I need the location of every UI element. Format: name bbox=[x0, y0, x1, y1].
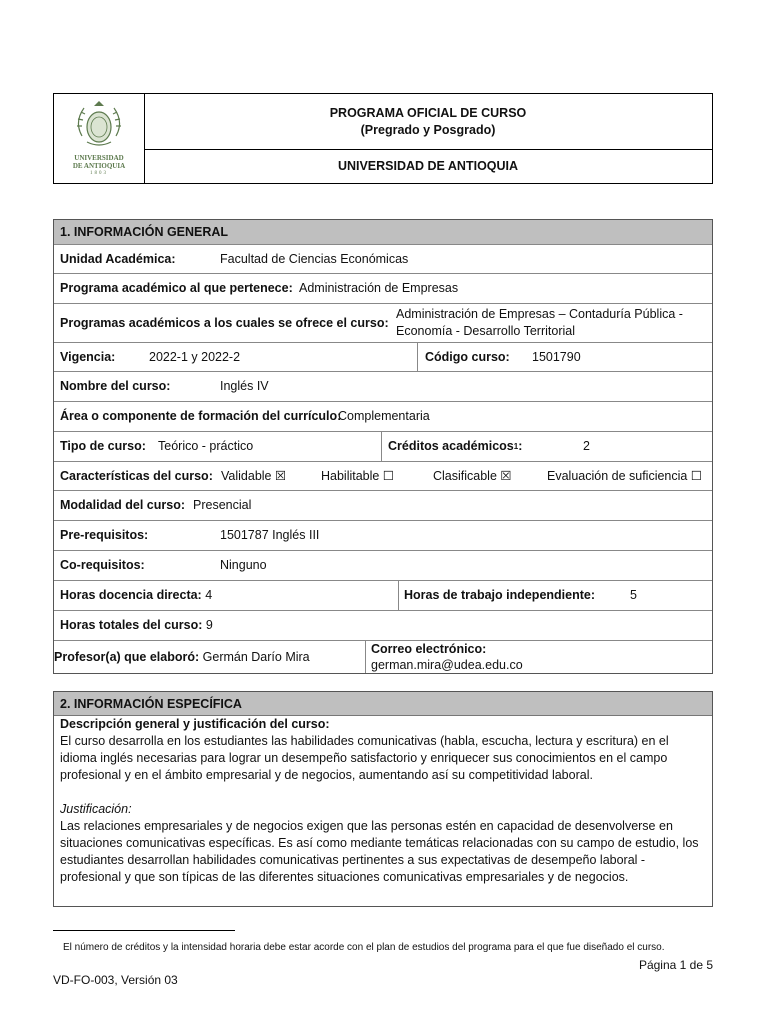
logo-text-3: 1803 bbox=[90, 171, 108, 176]
creditos-label-text: Créditos académicos bbox=[388, 439, 514, 453]
horas-directa bbox=[60, 580, 212, 610]
general-info-table bbox=[53, 219, 713, 674]
section-title: 1. INFORMACIÓN GENERAL bbox=[60, 225, 229, 239]
divider bbox=[381, 431, 382, 461]
logo-text-2: DE ANTIOQUIA bbox=[72, 162, 126, 170]
row-prerequisitos bbox=[54, 520, 712, 551]
prereq-label: Pre-requisitos: bbox=[60, 528, 149, 542]
profesor-value: Germán Darío Mira bbox=[202, 649, 310, 664]
tipo-label: Tipo de curso: bbox=[60, 439, 146, 453]
section-heading-specific bbox=[54, 692, 712, 716]
divider bbox=[398, 580, 399, 610]
nombre-value: Inglés IV bbox=[220, 379, 269, 393]
vigencia-label: Vigencia: bbox=[60, 349, 116, 364]
row-horas-totales bbox=[54, 610, 712, 641]
specific-content bbox=[60, 716, 704, 886]
row-tipo bbox=[54, 431, 712, 462]
horas-indep-label: Horas de trabajo independiente: bbox=[404, 588, 596, 602]
footnote-marker: 1 bbox=[513, 441, 519, 451]
row-modalidad bbox=[54, 490, 712, 521]
horas-totales-label: Horas totales del curso: bbox=[60, 618, 203, 632]
description-label: Descripción general y justificación del curso: bbox=[60, 717, 330, 731]
creditos-colon: : bbox=[518, 439, 523, 453]
row-programas bbox=[54, 303, 712, 343]
modalidad-label: Modalidad del curso: bbox=[60, 498, 186, 512]
unidad-value: Facultad de Ciencias Económicas bbox=[220, 251, 409, 266]
codigo-label: Código curso: bbox=[425, 349, 510, 364]
codigo-value: 1501790 bbox=[532, 349, 581, 364]
creditos-label bbox=[388, 431, 522, 461]
form-code: VD-FO-003, Versión 03 bbox=[53, 973, 178, 987]
programas-value-line-1: Administración de Empresas – Contaduría Pública - bbox=[396, 306, 683, 321]
programas-value-line-2: Economía - Desarrollo Territorial bbox=[396, 323, 575, 338]
programa-label: Programa académico al que pertenece: bbox=[60, 281, 293, 295]
correo bbox=[371, 640, 523, 673]
university-logo bbox=[54, 94, 145, 183]
page-number: Página 1 de 5 bbox=[638, 958, 713, 972]
creditos-value: 2 bbox=[583, 439, 590, 453]
row-corequisitos bbox=[54, 550, 712, 581]
row-nombre bbox=[54, 371, 712, 402]
logo-text-1: UNIVERSIDAD bbox=[74, 154, 124, 162]
programas-label: Programas académicos a los cuales se ofrece el curso: bbox=[60, 315, 389, 330]
row-programa bbox=[54, 273, 712, 304]
divider bbox=[417, 342, 418, 371]
evaluacion-suficiencia-checkbox[interactable]: Evaluación de suficiencia ☐ bbox=[547, 469, 703, 483]
tipo-value: Teórico - práctico bbox=[158, 439, 254, 453]
row-vigencia bbox=[54, 342, 712, 372]
justification-label: Justificación: bbox=[60, 802, 132, 816]
profesor bbox=[54, 640, 310, 673]
caracteristicas-label: Características del curso: bbox=[60, 468, 213, 483]
clasificable-checkbox[interactable]: Clasificable ☒ bbox=[433, 469, 512, 483]
vigencia-value: 2022-1 y 2022-2 bbox=[149, 349, 241, 364]
area-label: Área o componente de formación del currículo: bbox=[60, 409, 342, 423]
row-horas bbox=[54, 580, 712, 611]
horas-totales-value: 9 bbox=[205, 618, 213, 632]
nombre-label: Nombre del curso: bbox=[60, 379, 171, 393]
horas-directa-label: Horas docencia directa: bbox=[60, 588, 202, 602]
row-profesor bbox=[54, 640, 712, 673]
habilitable-checkbox[interactable]: Habilitable ☐ bbox=[321, 469, 395, 483]
unidad-label: Unidad Académica: bbox=[60, 251, 176, 266]
area-value: Complementaria bbox=[338, 409, 430, 423]
coreq-label: Co-requisitos: bbox=[60, 558, 145, 572]
horas-directa-value: 4 bbox=[205, 588, 213, 602]
row-unidad bbox=[54, 244, 712, 274]
section-title: 2. INFORMACIÓN ESPECÍFICA bbox=[60, 696, 242, 711]
coreq-value: Ninguno bbox=[220, 558, 267, 572]
university-name: UNIVERSIDAD DE ANTIOQUIA bbox=[337, 159, 519, 173]
footnote-rule bbox=[53, 930, 235, 931]
programa-value: Administración de Empresas bbox=[299, 281, 459, 295]
row-caracteristicas bbox=[54, 461, 712, 491]
row-area bbox=[54, 401, 712, 432]
document-title bbox=[144, 94, 712, 150]
divider bbox=[365, 640, 366, 673]
description-text: El curso desarrolla en los estudiantes las habilidades comunicativas (habla, escucha, lectura y escritura) en el idioma inglés necesarias para lograr un desempeño satisfactorio y enriquecer sus conocimientos en el campo profesional y en el ámbito empresarial y de negocios, aumentando así su competitividad laboral. bbox=[60, 734, 669, 782]
specific-info-table bbox=[53, 691, 713, 907]
programas-value bbox=[396, 303, 683, 342]
horas-totales bbox=[60, 610, 213, 640]
modalidad-value: Presencial bbox=[193, 498, 252, 512]
correo-label: Correo electrónico: bbox=[371, 641, 487, 656]
title-line-1: PROGRAMA OFICIAL DE CURSO bbox=[329, 105, 527, 120]
document-header bbox=[53, 93, 713, 184]
horas-indep-value: 5 bbox=[630, 588, 637, 602]
section-heading-general bbox=[54, 220, 712, 245]
validable-checkbox[interactable]: Validable ☒ bbox=[221, 469, 287, 483]
profesor-label: Profesor(a) que elaboró: bbox=[54, 649, 200, 664]
footnote: El número de créditos y la intensidad horaria debe estar acorde con el plan de estudios del programa para el que fue diseñado el curso. bbox=[63, 942, 665, 953]
correo-value[interactable]: german.mira@udea.edu.co bbox=[371, 657, 523, 672]
prereq-value: 1501787 Inglés III bbox=[220, 528, 320, 542]
title-line-2: (Pregrado y Posgrado) bbox=[360, 122, 496, 137]
justification-text: Las relaciones empresariales y de negocios exigen que las personas estén en capacidad de desenvolverse en situaciones comunicativas específicas. Es así como mediante temáticas relacionadas con su campo de estudio, los estudiantes desarrollan habilidades comunicativas pertinentes a sus expectativas de desempeño laboral - profesional y que son típicas de las diferentes situaciones comunicativas empresariales y de negocios. bbox=[60, 819, 699, 884]
